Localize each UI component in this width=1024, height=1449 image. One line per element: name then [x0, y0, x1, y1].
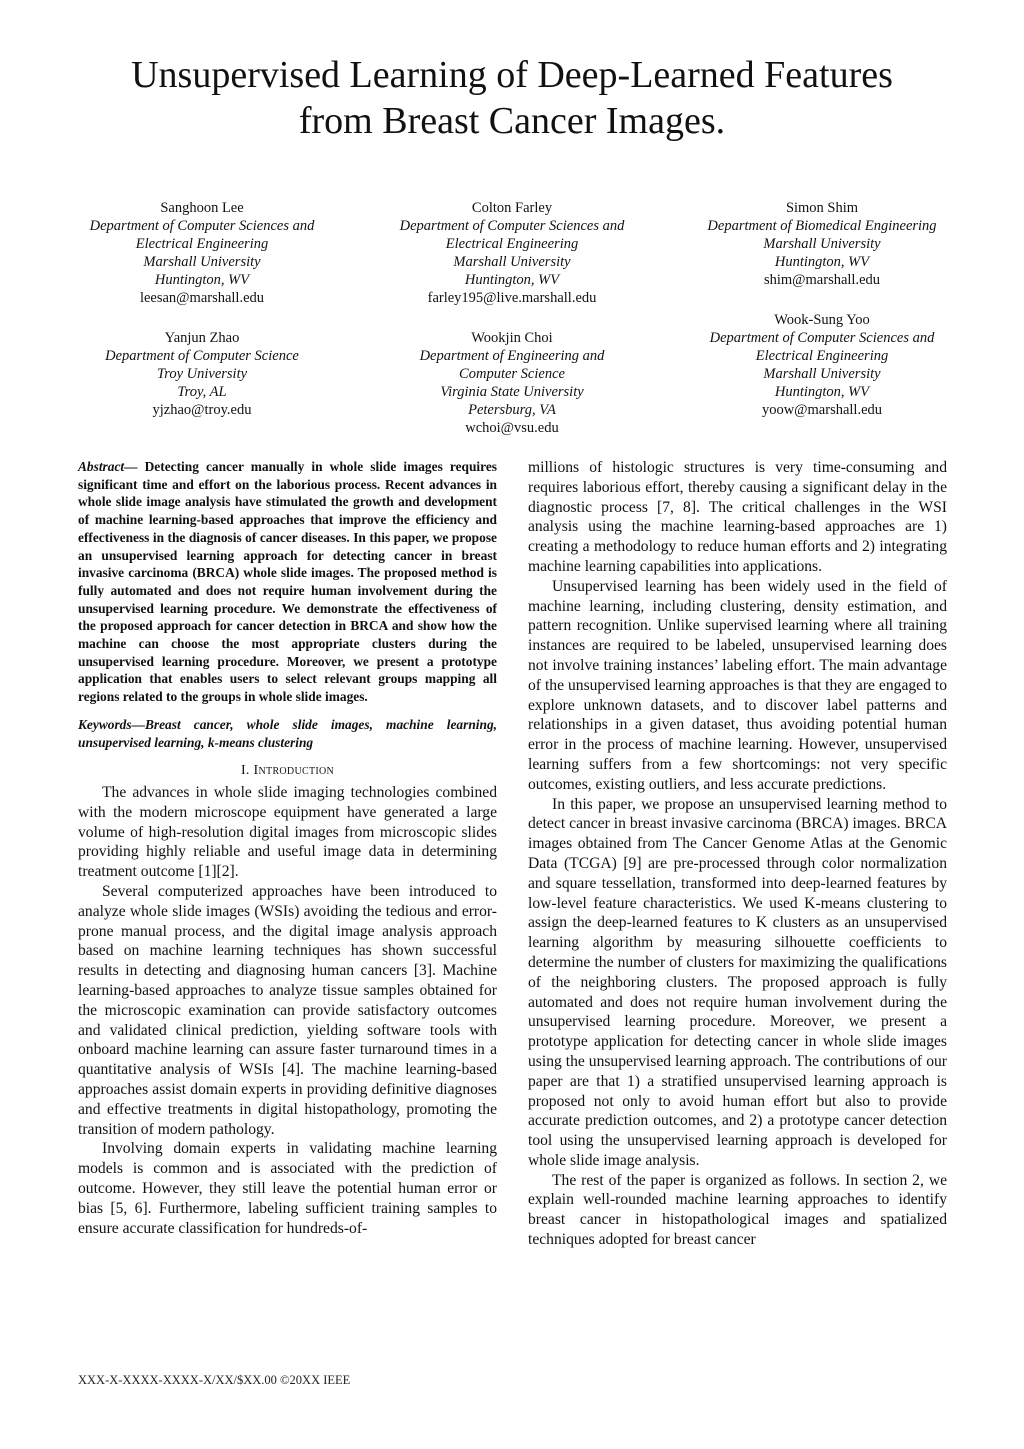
author-name: Yanjun Zhao: [164, 330, 240, 346]
author-block: [372, 199, 652, 307]
author-email[interactable]: leesan@marshall.edu: [139, 290, 265, 306]
author-name: Wook-Sung Yoo: [774, 312, 870, 328]
author-location: Troy, AL: [177, 384, 227, 400]
abstract-text: Detecting cancer manually in whole slide images requires significant time and effort on the laborious process. Recent advances in whole slide image analysis have stimulated the growth and development of machine learning-based approaches that improve the efficiency and effectiveness in the diagnosis of cancer diseases. In this paper, we propose an unsupervised learning approach for detecting cancer in breast invasive carcinoma (BRCA) whole slide images. The proposed method is fully automated and does not require human involvement during the unsupervised learning procedure. We demonstrate the effectiveness of the proposed approach for cancer detection in BRCA and show how the machine can choose the most appropriate clusters during the unsupervised learning procedure. Moreover, we present a prototype application that enables users to select relevant groups mapping all regions related to the groups in whole slide images.: [78, 459, 497, 705]
author-location: Huntington, WV: [774, 384, 870, 400]
author-dept-cont: Electrical Engineering: [135, 236, 269, 252]
author-email[interactable]: yoow@marshall.edu: [761, 402, 883, 418]
author-dept-cont: Computer Science: [459, 366, 565, 382]
title-line-2: from Breast Cancer Images.: [298, 100, 726, 142]
section-number: I.: [240, 763, 250, 779]
right-column: [528, 458, 947, 1250]
author-block: [682, 199, 962, 289]
paragraph: The rest of the paper is organized as follows. In section 2, we explain well-rounded machine learning approaches to identify breast cancer in histopathological images and spatialized techniques adopted for breast cancer: [528, 1171, 947, 1249]
author-university: Marshall University: [763, 236, 881, 252]
author-university: Troy University: [156, 366, 248, 382]
author-location: Petersburg, VA: [468, 402, 556, 418]
abstract-label: Abstract—: [78, 459, 138, 474]
paragraph: In this paper, we propose an unsupervised learning method to detect cancer in breast invasive carcinoma (BRCA) images. BRCA images obtained from The Cancer Genome Atlas at the Genomic Data (TCGA) [9] are pre-processed through color normalization and square tessellation, transformed into deep-learned features by low-level feature characteristics. We used K-means clustering to assign the deep-learned features to K clusters as an unsupervised learning algorithm by measuring silhouette coefficients to determine the number of clusters for maximizing the qualifications of the neighboring clusters. The proposed approach is fully automated and does not require human involvement during the unsupervised learning procedure. Moreover, we present a prototype application for detecting cancer in whole slide images using the unsupervised learning approach. The contributions of our paper are that 1) a stratified unsupervised learning approach is proposed not only to avoid human effort but also to provide accurate prediction outcomes, and 2) a prototype cancer detection tool using the unsupervised learning approach is developed for whole slide image analysis.: [528, 795, 947, 1169]
author-dept: Department of Engineering and: [419, 348, 605, 364]
author-university: Virginia State University: [440, 384, 584, 400]
paper-title: [60, 52, 964, 144]
author-dept-cont: Electrical Engineering: [445, 236, 579, 252]
author-name: Wookjin Choi: [471, 330, 553, 346]
author-university: Marshall University: [763, 366, 881, 382]
left-column: [78, 458, 497, 1238]
section-heading: [78, 761, 497, 781]
author-dept-cont: Electrical Engineering: [755, 348, 889, 364]
author-university: Marshall University: [143, 254, 261, 270]
author-block: [372, 329, 652, 437]
paragraph: The advances in whole slide imaging technologies combined with the modern microscope equipment have generated a large volume of high-resolution digital images from microscopic slides providing highly reliable and useful image data in determining treatment outcome [1][2].: [78, 784, 497, 881]
author-dept: Department of Computer Sciences and: [709, 330, 935, 346]
author-location: Huntington, WV: [774, 254, 870, 270]
author-name: Simon Shim: [785, 200, 859, 216]
author-email[interactable]: farley195@live.marshall.edu: [427, 290, 597, 306]
author-email[interactable]: yjzhao@troy.edu: [152, 402, 252, 418]
paragraph: Several computerized approaches have been introduced to analyze whole slide images (WSIs) avoiding the tedious and error-prone manual process, and the digital image analysis approach based on machine learning techniques has shown successful results in detecting and diagnosing human cancers [3]. Machine learning-based approaches to analyze tissue samples obtained for the microscopic examination can provide satisfactory outcomes and validated clinical prediction, yielding software tools with onboard machine learning can assure faster turnaround times in a quantitative analysis of WSIs [4]. The machine learning-based approaches assist domain experts in providing definitive diagnoses and effective treatments in digital histopathology, promoting the transition of modern pathology.: [78, 883, 497, 1138]
author-block: [682, 311, 962, 419]
author-email[interactable]: shim@marshall.edu: [763, 272, 881, 288]
author-location: Huntington, WV: [154, 272, 250, 288]
author-name: Colton Farley: [471, 200, 553, 216]
author-dept: Department of Computer Sciences and: [399, 218, 625, 234]
author-location: Huntington, WV: [464, 272, 560, 288]
author-email[interactable]: wchoi@vsu.edu: [465, 420, 559, 436]
section-title: Introduction: [253, 763, 335, 779]
author-dept: Department of Computer Science: [105, 348, 299, 364]
paragraph: Unsupervised learning has been widely used in the field of machine learning, including clustering, density estimation, and pattern recognition. Unlike supervised learning where all training instances are required to be labeled, unsupervised learning does not involve training instances’ labeling effort. The main advantage of the unsupervised learning approaches is that they are engaged to explore unknown datasets, and to discover label patterns and relationships in a given dataset, thus avoiding potential human error in the process of machine learning. However, unsupervised learning suffers from a few shortcomings: not very specific outcomes, existing outliers, and less accurate predictions.: [528, 577, 947, 793]
author-block: [62, 199, 342, 307]
paragraph: Involving domain experts in validating machine learning models is common and is associated with the prediction of outcome. However, they still leave the potential human error or bias [5, 6]. Furthermore, labeling sufficient training samples to ensure accurate classification for hundreds-of-: [78, 1140, 497, 1237]
author-block: [62, 329, 342, 419]
author-university: Marshall University: [453, 254, 571, 270]
author-name: Sanghoon Lee: [160, 200, 244, 216]
title-line-1: Unsupervised Learning of Deep-Learned Features: [131, 54, 893, 96]
author-dept: Department of Biomedical Engineering: [707, 218, 937, 234]
abstract: [78, 458, 497, 706]
author-dept: Department of Computer Sciences and: [89, 218, 315, 234]
paragraph: millions of histologic structures is very time-consuming and requires laborious effort, thereby causing a significant delay in the diagnostic process [7, 8]. The critical challenges in the WSI analysis using the machine learning-based approaches are 1) creating a methodology to reduce human efforts and 2) integrating machine learning capabilities into applications.: [528, 459, 947, 575]
copyright-footer: XXX-X-XXXX-XXXX-X/XX/$XX.00 ©20XX IEEE: [78, 1373, 351, 1387]
keywords: Keywords—Breast cancer, whole slide images, machine learning, unsupervised learning, k-means clustering: [78, 716, 497, 750]
